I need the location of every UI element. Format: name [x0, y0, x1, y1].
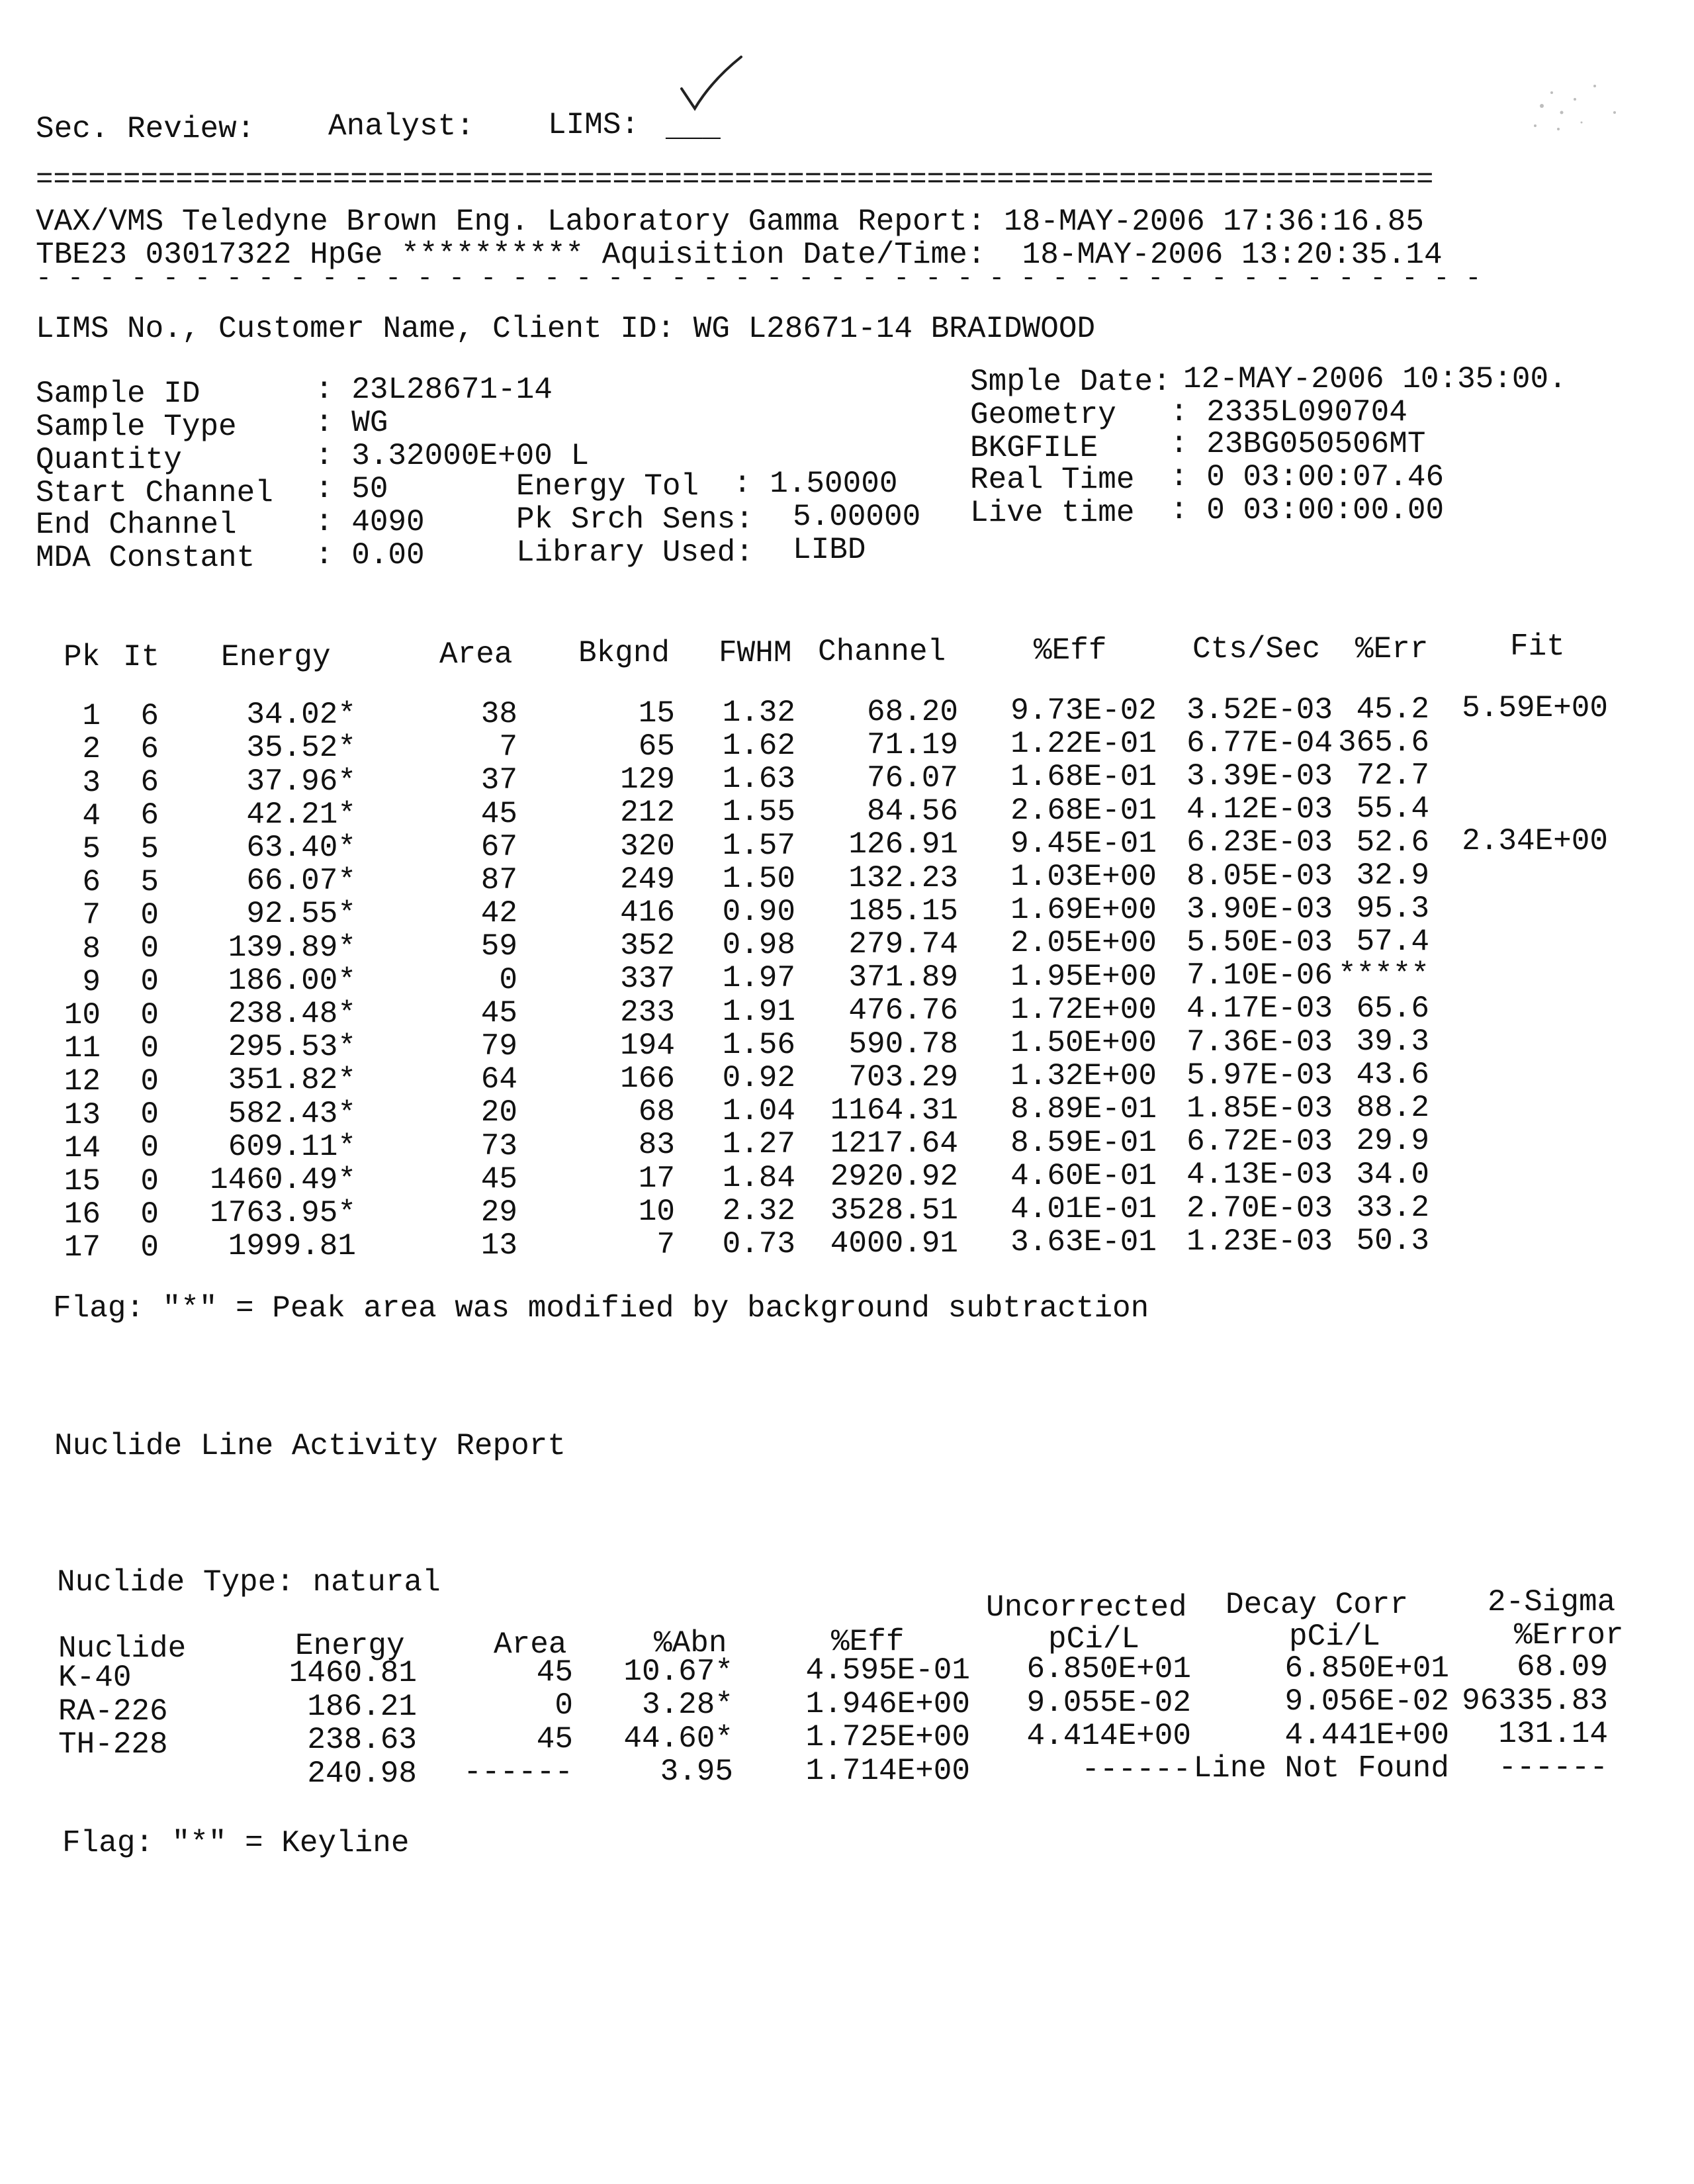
- real-time-value: : 0 03:00:07.46: [1170, 460, 1445, 494]
- peak-cell-err: 88.2: [1356, 1091, 1429, 1126]
- peak-cell-fwhm: 0.73: [722, 1226, 795, 1261]
- nuclide-cell-area: ------: [463, 1755, 573, 1790]
- peak-cell-cts-sec: 5.97E-03: [1186, 1058, 1333, 1093]
- col-pk: Pk: [64, 640, 101, 674]
- col-pci-l-2: pCi/L: [1289, 1619, 1381, 1654]
- col-nuc-energy: Energy: [295, 1629, 405, 1663]
- nuclide-cell-eff: 1.714E+00: [805, 1753, 970, 1788]
- peak-cell-err: 52.6: [1356, 825, 1429, 860]
- nuclide-cell-uncorrected: 6.850E+01: [1026, 1652, 1191, 1687]
- peak-cell-bkgnd: 166: [620, 1061, 675, 1096]
- peaks-flag-note: Flag: "*" = Peak area was modified by background subtraction: [53, 1291, 1149, 1326]
- peak-cell-energy: 92.55*: [246, 897, 356, 932]
- peak-cell-pk: 9: [82, 964, 101, 999]
- col-cts-sec: Cts/Sec: [1192, 632, 1321, 666]
- report-title-line: VAX/VMS Teledyne Brown Eng. Laboratory Gamma Report: 18-MAY-2006 17:36:16.85: [36, 205, 1424, 239]
- peak-cell-bkgnd: 17: [638, 1161, 675, 1196]
- peak-cell-bkgnd: 320: [620, 829, 675, 864]
- nuclide-cell-abn: 3.28*: [641, 1688, 733, 1723]
- live-time-value: : 0 03:00:00.00: [1170, 493, 1445, 527]
- peak-cell-fwhm: 1.84: [722, 1160, 795, 1195]
- peak-cell-cts-sec: 4.12E-03: [1186, 792, 1333, 827]
- peak-cell-fwhm: 2.32: [722, 1193, 795, 1228]
- peak-cell-cts-sec: 1.85E-03: [1186, 1091, 1333, 1126]
- peak-cell-eff: 1.72E+00: [1010, 992, 1157, 1027]
- col-abn: %Abn: [654, 1626, 727, 1661]
- col-uncorrected: Uncorrected: [986, 1590, 1187, 1625]
- peak-cell-channel: 703.29: [848, 1060, 958, 1095]
- peak-cell-pk: 16: [64, 1197, 101, 1232]
- energy-tol-label: Energy Tol: [516, 469, 699, 504]
- col-fwhm: FWHM: [719, 636, 792, 670]
- peak-cell-eff: 1.50E+00: [1010, 1025, 1157, 1060]
- peak-cell-err: 65.6: [1356, 991, 1429, 1026]
- peak-cell-fwhm: 1.97: [722, 961, 795, 996]
- peak-cell-err: 72.7: [1356, 758, 1429, 794]
- peak-cell-eff: 3.63E-01: [1010, 1225, 1157, 1260]
- nuclide-cell-error: 68.09: [1516, 1650, 1608, 1685]
- peak-cell-pk: 4: [82, 798, 101, 833]
- peak-cell-cts-sec: 1.23E-03: [1186, 1224, 1333, 1259]
- peak-cell-cts-sec: 2.70E-03: [1186, 1191, 1333, 1226]
- peak-cell-fit: 2.34E+00: [1462, 824, 1608, 859]
- peak-cell-area: 29: [480, 1195, 517, 1230]
- quantity-value: : 3.32000E+00 L: [315, 439, 590, 473]
- peak-cell-err: 50.3: [1356, 1224, 1429, 1258]
- nuclide-cell-nuclide: K-40: [58, 1661, 132, 1695]
- peak-cell-channel: 279.74: [848, 927, 958, 962]
- nuclide-cell-abn: 3.95: [660, 1754, 733, 1790]
- peak-cell-fwhm: 0.98: [722, 928, 795, 963]
- peak-cell-channel: 1217.64: [830, 1126, 958, 1161]
- peak-cell-channel: 126.91: [848, 827, 958, 862]
- lims-blank: ___: [666, 111, 721, 145]
- peak-cell-area: 45: [480, 796, 517, 831]
- peak-cell-pk: 2: [82, 732, 101, 767]
- end-channel-label: End Channel: [36, 508, 237, 542]
- peak-cell-it: 5: [140, 864, 159, 899]
- peak-cell-fwhm: 1.63: [722, 762, 795, 797]
- nuclide-flag-note: Flag: "*" = Keyline: [62, 1826, 410, 1860]
- sample-date-label: Smple Date:: [970, 365, 1171, 399]
- analyst-label: Analyst:: [328, 109, 474, 144]
- peak-cell-pk: 3: [82, 765, 101, 800]
- nuclide-cell-uncorrected: 4.414E+00: [1026, 1719, 1191, 1754]
- peak-cell-bkgnd: 249: [620, 862, 675, 897]
- nuclide-cell-error: ------: [1498, 1750, 1608, 1785]
- peak-cell-it: 0: [140, 1230, 159, 1265]
- peak-cell-eff: 1.22E-01: [1010, 727, 1157, 762]
- peak-cell-bkgnd: 7: [656, 1227, 675, 1262]
- peak-cell-channel: 371.89: [848, 960, 958, 995]
- peak-cell-cts-sec: 3.39E-03: [1186, 758, 1333, 794]
- nuclide-cell-nuclide: RA-226: [58, 1694, 168, 1729]
- col-nuclide: Nuclide: [58, 1631, 187, 1666]
- peak-cell-it: 0: [140, 1030, 159, 1066]
- col-nuc-error: %Error: [1514, 1618, 1624, 1653]
- peak-cell-fit: 5.59E+00: [1462, 691, 1608, 726]
- peak-cell-pk: 14: [64, 1130, 101, 1165]
- peak-cell-energy: 609.11*: [228, 1129, 356, 1164]
- lims-client-line: LIMS No., Customer Name, Client ID: WG L28671-14 BRAIDWOOD: [36, 312, 1096, 346]
- peak-cell-cts-sec: 5.50E-03: [1186, 925, 1333, 960]
- pk-srch-sens-value: 5.00000: [793, 500, 921, 534]
- start-channel-value: : 50: [315, 472, 388, 506]
- peak-cell-fwhm: 1.91: [722, 994, 795, 1029]
- peak-cell-err: 33.2: [1356, 1190, 1429, 1225]
- peak-cell-channel: 2920.92: [830, 1160, 958, 1195]
- peak-cell-bkgnd: 83: [638, 1128, 675, 1163]
- nuclide-cell-eff: 4.595E-01: [805, 1653, 970, 1688]
- peak-cell-cts-sec: 7.36E-03: [1186, 1024, 1333, 1060]
- peak-cell-bkgnd: 194: [620, 1028, 675, 1063]
- peak-cell-bkgnd: 129: [620, 762, 675, 797]
- col-decay-corr: Decay Corr: [1226, 1588, 1409, 1622]
- nuclide-cell-energy: 1460.81: [289, 1656, 417, 1690]
- peak-cell-bkgnd: 15: [638, 696, 675, 731]
- peak-cell-fwhm: 1.62: [722, 728, 795, 763]
- sec-review-label: Sec. Review:: [36, 112, 255, 146]
- peak-cell-energy: 35.52*: [246, 731, 356, 766]
- library-used-value: LIBD: [793, 533, 866, 567]
- peak-cell-it: 0: [140, 931, 159, 966]
- peak-cell-err: 39.3: [1356, 1024, 1429, 1059]
- pk-srch-sens-label: Pk Srch Sens:: [516, 502, 754, 537]
- peak-cell-pk: 12: [64, 1064, 101, 1099]
- peak-cell-eff: 2.05E+00: [1010, 926, 1157, 961]
- sample-id-label: Sample ID: [36, 377, 201, 411]
- peak-cell-pk: 8: [82, 931, 101, 966]
- nuclide-cell-eff: 1.946E+00: [805, 1686, 970, 1721]
- peak-cell-cts-sec: 4.13E-03: [1186, 1158, 1333, 1193]
- peak-cell-pk: 13: [64, 1097, 101, 1132]
- bkgfile-label: BKGFILE: [970, 431, 1098, 465]
- peak-cell-pk: 6: [82, 865, 101, 900]
- peak-cell-it: 6: [140, 798, 159, 833]
- nuclide-cell-energy: 238.63: [307, 1723, 417, 1757]
- peak-cell-area: 45: [480, 1161, 517, 1197]
- col-eff: %Eff: [1034, 633, 1107, 668]
- peak-cell-channel: 476.76: [848, 993, 958, 1028]
- peak-cell-cts-sec: 6.23E-03: [1186, 825, 1333, 860]
- peak-cell-eff: 1.69E+00: [1010, 893, 1157, 928]
- peak-cell-eff: 8.89E-01: [1010, 1092, 1157, 1127]
- peak-cell-area: 73: [480, 1128, 517, 1163]
- nuclide-cell-abn: 10.67*: [623, 1654, 733, 1689]
- peak-cell-energy: 238.48*: [228, 997, 356, 1031]
- peak-cell-area: 79: [480, 1028, 517, 1064]
- peak-cell-energy: 295.53*: [228, 1030, 356, 1065]
- acquisition-line: TBE23 03017322 HpGe ********** Aquisition Date/Time: 18-MAY-2006 13:20:35.14: [36, 238, 1443, 272]
- peak-cell-fwhm: 1.27: [722, 1127, 795, 1162]
- peak-cell-area: 20: [480, 1095, 517, 1130]
- peak-cell-area: 37: [480, 763, 517, 798]
- nuclide-cell-error: 96335.83: [1462, 1683, 1608, 1718]
- peak-cell-channel: 71.19: [866, 727, 958, 762]
- peak-cell-err: 43.6: [1356, 1058, 1429, 1092]
- peak-cell-bkgnd: 65: [638, 729, 675, 764]
- sample-date-value: 12-MAY-2006 10:35:00.: [1183, 362, 1567, 396]
- col-err: %Err: [1355, 632, 1429, 666]
- peak-cell-fwhm: 1.55: [722, 795, 795, 830]
- peak-cell-cts-sec: 6.77E-04: [1186, 725, 1333, 760]
- double-rule: ================================================================================: [36, 165, 1434, 195]
- peak-cell-it: 6: [140, 698, 159, 733]
- peak-cell-it: 0: [140, 1197, 159, 1232]
- bkgfile-value: : 23BG050506MT: [1170, 427, 1426, 461]
- col-it: It: [123, 640, 160, 674]
- peak-cell-fwhm: 0.92: [722, 1060, 795, 1095]
- peak-cell-energy: 1999.81: [228, 1229, 356, 1264]
- col-fit: Fit: [1510, 629, 1565, 664]
- peak-cell-channel: 1164.31: [830, 1093, 958, 1128]
- nuclide-cell-area: 45: [536, 1655, 573, 1690]
- peak-cell-it: 0: [140, 898, 159, 933]
- dashed-rule: - - - - - - - - - - - - - - - - - - - - - - - - - - - - - - - - - - - - - - - - - - - - - -: [36, 266, 1482, 293]
- peak-cell-channel: 68.20: [866, 694, 958, 729]
- nuclide-cell-decay-corr: Line Not Found: [1193, 1751, 1449, 1786]
- nuclide-cell-energy: 186.21: [307, 1689, 417, 1724]
- peak-cell-bkgnd: 416: [620, 895, 675, 930]
- real-time-label: Real Time: [970, 463, 1135, 497]
- geometry-value: : 2335L090704: [1170, 395, 1407, 430]
- peak-cell-fwhm: 1.04: [722, 1094, 795, 1129]
- geometry-label: Geometry: [970, 398, 1116, 432]
- peak-cell-eff: 4.01E-01: [1010, 1191, 1157, 1226]
- mda-constant-label: MDA Constant: [36, 541, 255, 575]
- col-pci-l-1: pCi/L: [1048, 1622, 1140, 1657]
- peak-cell-energy: 42.21*: [246, 797, 356, 832]
- peak-cell-it: 6: [140, 765, 159, 800]
- nuclide-cell-decay-corr: 6.850E+01: [1284, 1651, 1449, 1686]
- nuclide-cell-uncorrected: 9.055E-02: [1026, 1685, 1191, 1720]
- peak-cell-pk: 15: [64, 1164, 101, 1199]
- library-used-label: Library Used:: [516, 535, 754, 570]
- peak-cell-bkgnd: 233: [620, 995, 675, 1030]
- col-energy: Energy: [221, 640, 331, 674]
- peak-cell-energy: 63.40*: [246, 831, 356, 865]
- peak-cell-eff: 1.95E+00: [1010, 959, 1157, 994]
- nuclide-cell-nuclide: TH-228: [58, 1727, 168, 1762]
- peak-cell-energy: 1763.95*: [210, 1196, 356, 1231]
- peak-cell-energy: 351.82*: [228, 1063, 356, 1098]
- nuclide-cell-error: 131.14: [1498, 1717, 1608, 1752]
- peak-cell-bkgnd: 68: [638, 1095, 675, 1130]
- peak-cell-area: 38: [480, 696, 517, 731]
- nuclide-type-line: Nuclide Type: natural: [57, 1565, 441, 1600]
- nuclide-cell-decay-corr: 9.056E-02: [1284, 1684, 1449, 1719]
- peak-cell-channel: 84.56: [866, 794, 958, 829]
- quantity-label: Quantity: [36, 443, 182, 477]
- peak-cell-it: 0: [140, 1130, 159, 1165]
- peak-cell-bkgnd: 10: [638, 1194, 675, 1229]
- peak-cell-eff: 1.03E+00: [1010, 859, 1157, 894]
- live-time-label: Live time: [970, 496, 1135, 530]
- peak-cell-channel: 185.15: [848, 893, 958, 929]
- peak-cell-channel: 590.78: [848, 1026, 958, 1062]
- peak-cell-err: *****: [1337, 958, 1429, 993]
- peak-cell-pk: 11: [64, 1031, 101, 1066]
- peak-cell-energy: 186.00*: [228, 963, 356, 998]
- peak-cell-area: 0: [499, 962, 517, 997]
- peak-cell-err: 32.9: [1356, 858, 1429, 893]
- col-bkgnd: Bkgnd: [578, 636, 670, 670]
- peak-cell-cts-sec: 3.52E-03: [1186, 692, 1333, 727]
- peak-cell-fwhm: 0.90: [722, 894, 795, 929]
- peak-cell-eff: 1.68E-01: [1010, 760, 1157, 795]
- peak-cell-area: 7: [499, 730, 517, 765]
- nuclide-cell-eff: 1.725E+00: [805, 1720, 970, 1754]
- sample-id-value: : 23L28671-14: [315, 373, 553, 407]
- energy-tol-value: : 1.50000: [733, 467, 898, 501]
- peak-cell-pk: 10: [64, 998, 101, 1032]
- peak-cell-area: 64: [480, 1062, 517, 1097]
- peak-cell-bkgnd: 337: [620, 962, 675, 997]
- peak-cell-it: 6: [140, 732, 159, 766]
- start-channel-label: Start Channel: [36, 476, 273, 510]
- col-channel: Channel: [818, 635, 946, 669]
- lims-label: LIMS:: [548, 108, 640, 142]
- peak-cell-fwhm: 1.57: [722, 828, 795, 863]
- peak-cell-it: 0: [140, 1163, 159, 1199]
- peak-cell-eff: 9.45E-01: [1010, 826, 1157, 861]
- nuclide-cell-area: 45: [536, 1721, 573, 1756]
- peak-cell-err: 29.9: [1356, 1124, 1429, 1159]
- col-nuc-area: Area: [494, 1627, 567, 1662]
- peak-cell-fwhm: 1.56: [722, 1027, 795, 1062]
- peak-cell-err: 365.6: [1337, 725, 1429, 760]
- peak-cell-pk: 5: [82, 832, 101, 866]
- peak-cell-eff: 4.60E-01: [1010, 1158, 1157, 1193]
- mda-constant-value: : 0.00: [315, 538, 425, 572]
- nuclide-report-title: Nuclide Line Activity Report: [54, 1429, 566, 1463]
- peak-cell-cts-sec: 7.10E-06: [1186, 958, 1333, 993]
- nuclide-cell-area: 0: [555, 1688, 573, 1723]
- peak-cell-area: 87: [480, 862, 517, 897]
- peak-cell-eff: 1.32E+00: [1010, 1059, 1157, 1094]
- peak-cell-area: 45: [480, 995, 517, 1030]
- sample-type-value: : WG: [315, 406, 388, 440]
- peak-cell-pk: 17: [64, 1230, 101, 1265]
- peak-cell-bkgnd: 212: [620, 796, 675, 831]
- peak-cell-area: 59: [480, 929, 517, 964]
- peak-cell-energy: 1460.49*: [210, 1163, 356, 1197]
- peak-cell-cts-sec: 4.17E-03: [1186, 991, 1333, 1026]
- peak-cell-it: 0: [140, 964, 159, 999]
- peak-cell-eff: 9.73E-02: [1010, 693, 1157, 728]
- peak-cell-it: 0: [140, 1064, 159, 1099]
- col-two-sigma: 2-Sigma: [1488, 1585, 1616, 1619]
- peak-cell-channel: 4000.91: [830, 1226, 958, 1261]
- peak-cell-err: 57.4: [1356, 925, 1429, 960]
- peak-cell-it: 0: [140, 997, 159, 1032]
- sample-type-label: Sample Type: [36, 410, 237, 444]
- peak-cell-channel: 132.23: [848, 860, 958, 895]
- peak-cell-channel: 3528.51: [830, 1193, 958, 1228]
- peak-cell-eff: 8.59E-01: [1010, 1125, 1157, 1160]
- peak-cell-energy: 139.89*: [228, 930, 356, 965]
- peak-cell-fwhm: 1.50: [722, 861, 795, 896]
- peak-cell-eff: 2.68E-01: [1010, 793, 1157, 828]
- nuclide-cell-uncorrected: ------: [1081, 1752, 1191, 1787]
- peak-cell-energy: 582.43*: [228, 1096, 356, 1131]
- nuclide-cell-abn: 44.60*: [623, 1721, 733, 1756]
- peak-cell-energy: 34.02*: [246, 698, 356, 733]
- peak-cell-area: 13: [480, 1228, 517, 1263]
- peak-cell-fwhm: 1.32: [722, 695, 795, 730]
- peak-cell-err: 55.4: [1356, 792, 1429, 827]
- peak-cell-err: 95.3: [1356, 891, 1429, 926]
- nuclide-cell-decay-corr: 4.441E+00: [1284, 1717, 1449, 1752]
- peak-cell-err: 34.0: [1356, 1157, 1429, 1192]
- peak-cell-cts-sec: 8.05E-03: [1186, 858, 1333, 893]
- peak-cell-pk: 1: [82, 699, 101, 734]
- peak-cell-area: 67: [480, 829, 517, 864]
- col-area: Area: [439, 637, 513, 672]
- peak-cell-it: 5: [140, 831, 159, 866]
- peak-cell-energy: 37.96*: [246, 764, 356, 799]
- peak-cell-bkgnd: 352: [620, 929, 675, 964]
- col-nuc-eff: %Eff: [831, 1625, 905, 1659]
- end-channel-value: : 4090: [315, 505, 425, 539]
- peak-cell-err: 45.2: [1356, 692, 1429, 727]
- peak-cell-channel: 76.07: [866, 760, 958, 796]
- peak-cell-cts-sec: 6.72E-03: [1186, 1124, 1333, 1160]
- peak-cell-cts-sec: 3.90E-03: [1186, 891, 1333, 927]
- peak-cell-pk: 7: [82, 898, 101, 933]
- peak-cell-area: 42: [480, 896, 517, 931]
- nuclide-cell-energy: 240.98: [307, 1756, 417, 1791]
- peak-cell-energy: 66.07*: [246, 864, 356, 899]
- peak-cell-it: 0: [140, 1097, 159, 1132]
